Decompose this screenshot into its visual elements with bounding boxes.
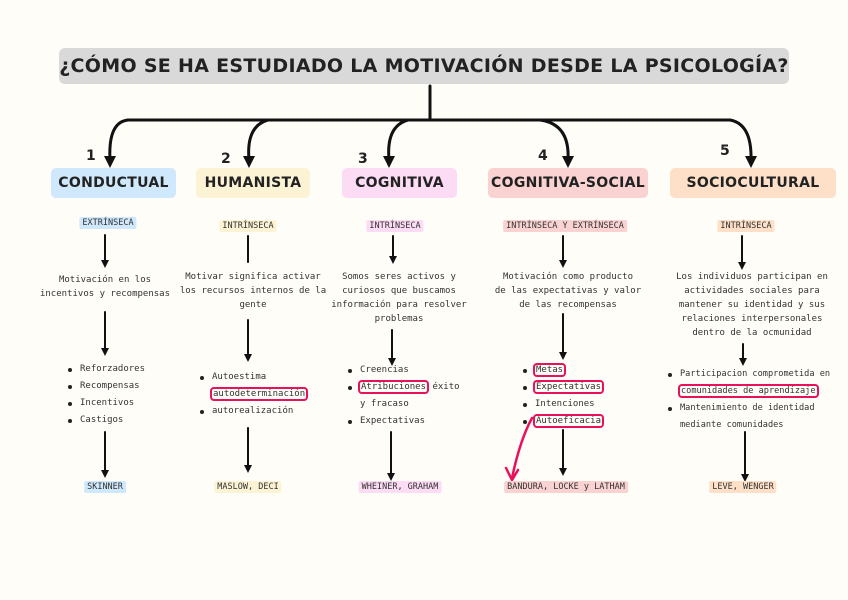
list-item (521, 413, 602, 430)
list-item: Atribuciones éxito (346, 379, 460, 396)
type-tag-4: INTRÍNSECA Y EXTRÍNSECA (503, 220, 627, 232)
highlighted-term: Atribuciones (361, 382, 427, 392)
highlighted-term: Autoeficacia (536, 416, 602, 426)
list-item: mediante comunidades (680, 420, 784, 430)
branch-1 (110, 120, 128, 160)
highlighted-term: Metas (536, 365, 564, 375)
list-item: Autoestima (198, 369, 306, 386)
authors-2: MASLOW, DECI (214, 481, 281, 493)
list-item: Participacion comprometida en (666, 366, 830, 383)
column-number-2: 2 (221, 151, 231, 167)
header-cognitiva-social: COGNITIVA-SOCIAL (488, 168, 648, 198)
description-1: Motivación en los incentivos y recompensas (39, 275, 171, 299)
highlighted-term: Expectativas (536, 382, 602, 392)
list-item: Recompensas (66, 378, 145, 395)
column-number-5: 5 (720, 143, 730, 159)
type-tag-3: INTRÍNSECA (366, 220, 423, 232)
list-item: Incentivos (66, 395, 145, 412)
type-tag-5: INTRÍNSECA (717, 220, 774, 232)
list-item: Mantenimiento de identidad (666, 400, 830, 417)
item-list-1 (66, 361, 145, 429)
item-list-5 (666, 366, 830, 434)
description-4: Motivación como producto de las expectativas y valor de las recompensas (494, 272, 642, 310)
header-conductual: CONDUCTUAL (51, 168, 176, 198)
description-3: Somos seres activos y curiosos que buscamos información para resolver problemas (331, 272, 467, 324)
header-sociocultural: SOCIOCULTURAL (670, 168, 836, 198)
list-item: autorealización (198, 403, 306, 420)
description-5: Los individuos participan en actividades sociales para mantener su identidad y sus relaciones interpersonales dentro de la ocmunidad (676, 272, 828, 338)
authors-4: BANDURA, LOCKE y LATHAM (504, 481, 628, 493)
page-title: ¿CÓMO SE HA ESTUDIADO LA MOTIVACIÓN DESDE LA PSICOLOGÍA? (59, 48, 789, 84)
highlighted-term: autodeterminación (213, 389, 306, 399)
item-list-3 (346, 362, 460, 430)
column-number-1: 1 (86, 148, 96, 164)
item-list-4 (521, 362, 602, 430)
type-tag-2: INTRÍNSECA (219, 220, 276, 232)
authors-1: SKINNER (84, 481, 126, 493)
list-item: Castigos (66, 412, 145, 429)
list-item (666, 383, 830, 400)
list-item (521, 362, 602, 379)
highlighted-term: comunidades de aprendizaje (681, 386, 816, 396)
header-cognitiva: COGNITIVA (342, 168, 457, 198)
header-humanista: HUMANISTA (196, 168, 310, 198)
description-2: Motivar significa activar los recursos internos de la gente (179, 272, 327, 310)
column-number-3: 3 (358, 151, 368, 167)
branch-3 (389, 120, 408, 160)
column-number-4: 4 (538, 148, 548, 164)
list-item (521, 379, 602, 396)
list-item: y fracaso (360, 399, 409, 409)
list-item: Expectativas (346, 413, 460, 430)
item-list-2 (198, 369, 306, 420)
type-tag-1: EXTRÍNSECA (79, 217, 136, 229)
branch-2 (249, 120, 268, 160)
list-item: Intenciones (521, 396, 602, 413)
list-item: Reforzadores (66, 361, 145, 378)
branch-5 (730, 120, 751, 160)
list-item (198, 386, 306, 403)
list-item: Creencias (346, 362, 460, 379)
authors-3: WHEINER, GRAHAM (359, 481, 442, 493)
authors-5: LEVE, WENGER (709, 481, 776, 493)
